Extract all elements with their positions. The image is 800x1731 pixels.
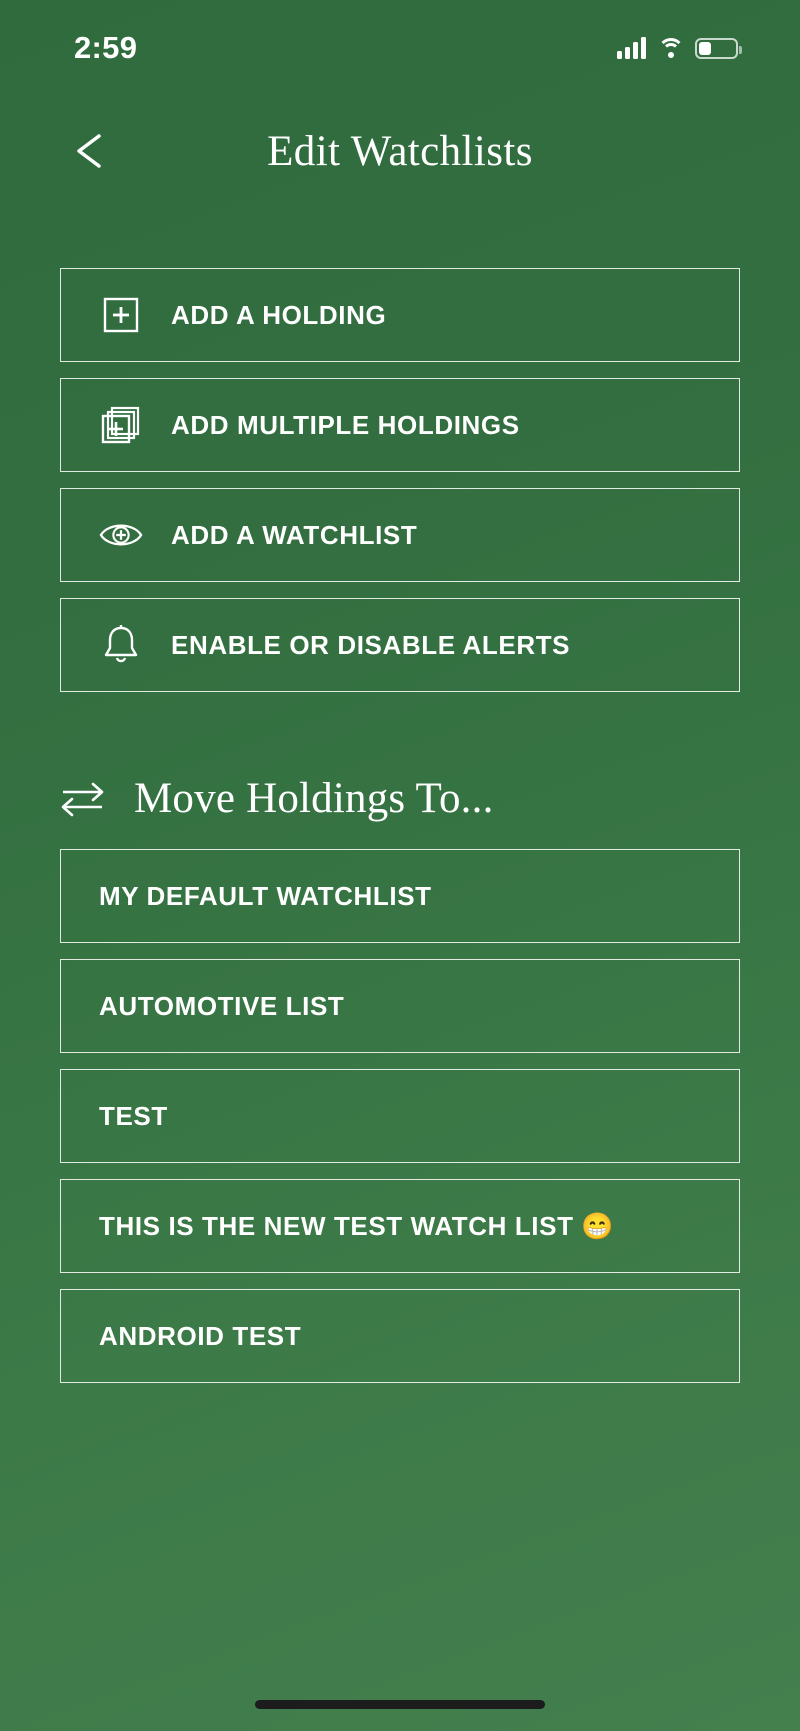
watchlist-item-test[interactable] <box>60 1069 740 1163</box>
page-title: Edit Watchlists <box>267 127 533 175</box>
watchlist-item-label: AUTOMOTIVE LIST <box>99 990 345 1021</box>
enable-or-disable-alerts-button[interactable] <box>60 598 740 692</box>
add-a-holding-label: ADD A HOLDING <box>171 299 387 330</box>
app-header <box>0 96 800 206</box>
move-holdings-section-header <box>0 774 800 823</box>
add-a-watchlist-label: ADD A WATCHLIST <box>171 519 418 550</box>
move-holdings-title: Move Holdings To... <box>134 775 494 822</box>
status-bar-indicators <box>617 37 738 59</box>
watchlist-item-automotive-list[interactable] <box>60 959 740 1053</box>
watchlist-list <box>0 849 800 1383</box>
swap-arrows-icon <box>60 779 106 819</box>
watchlist-item-label: ANDROID TEST <box>99 1320 302 1351</box>
enable-or-disable-alerts-label: ENABLE OR DISABLE ALERTS <box>171 629 571 660</box>
add-multiple-holdings-label: ADD MULTIPLE HOLDINGS <box>171 409 520 440</box>
status-bar <box>0 0 800 96</box>
add-a-holding-button[interactable] <box>60 268 740 362</box>
wifi-icon <box>657 38 684 59</box>
action-button-list <box>0 268 800 692</box>
add-square-icon <box>99 293 143 337</box>
status-bar-time: 2:59 <box>74 30 138 65</box>
watchlist-item-label: THIS IS THE NEW TEST WATCH LIST 😁 <box>99 1210 615 1241</box>
home-indicator[interactable] <box>255 1700 545 1709</box>
battery-icon <box>695 38 738 59</box>
watchlist-item-label: TEST <box>99 1100 168 1131</box>
cellular-signal-icon <box>617 37 646 59</box>
watchlist-item-label: MY DEFAULT WATCHLIST <box>99 880 432 911</box>
bell-icon <box>99 623 143 667</box>
add-a-watchlist-button[interactable] <box>60 488 740 582</box>
chevron-left-icon <box>69 128 115 174</box>
watchlist-item-android-test[interactable] <box>60 1289 740 1383</box>
back-button[interactable] <box>62 121 122 181</box>
watchlist-item-new-test-watch-list[interactable] <box>60 1179 740 1273</box>
add-multiple-squares-icon <box>99 403 143 447</box>
eye-plus-icon <box>99 513 143 557</box>
watchlist-item-my-default-watchlist[interactable] <box>60 849 740 943</box>
add-multiple-holdings-button[interactable] <box>60 378 740 472</box>
